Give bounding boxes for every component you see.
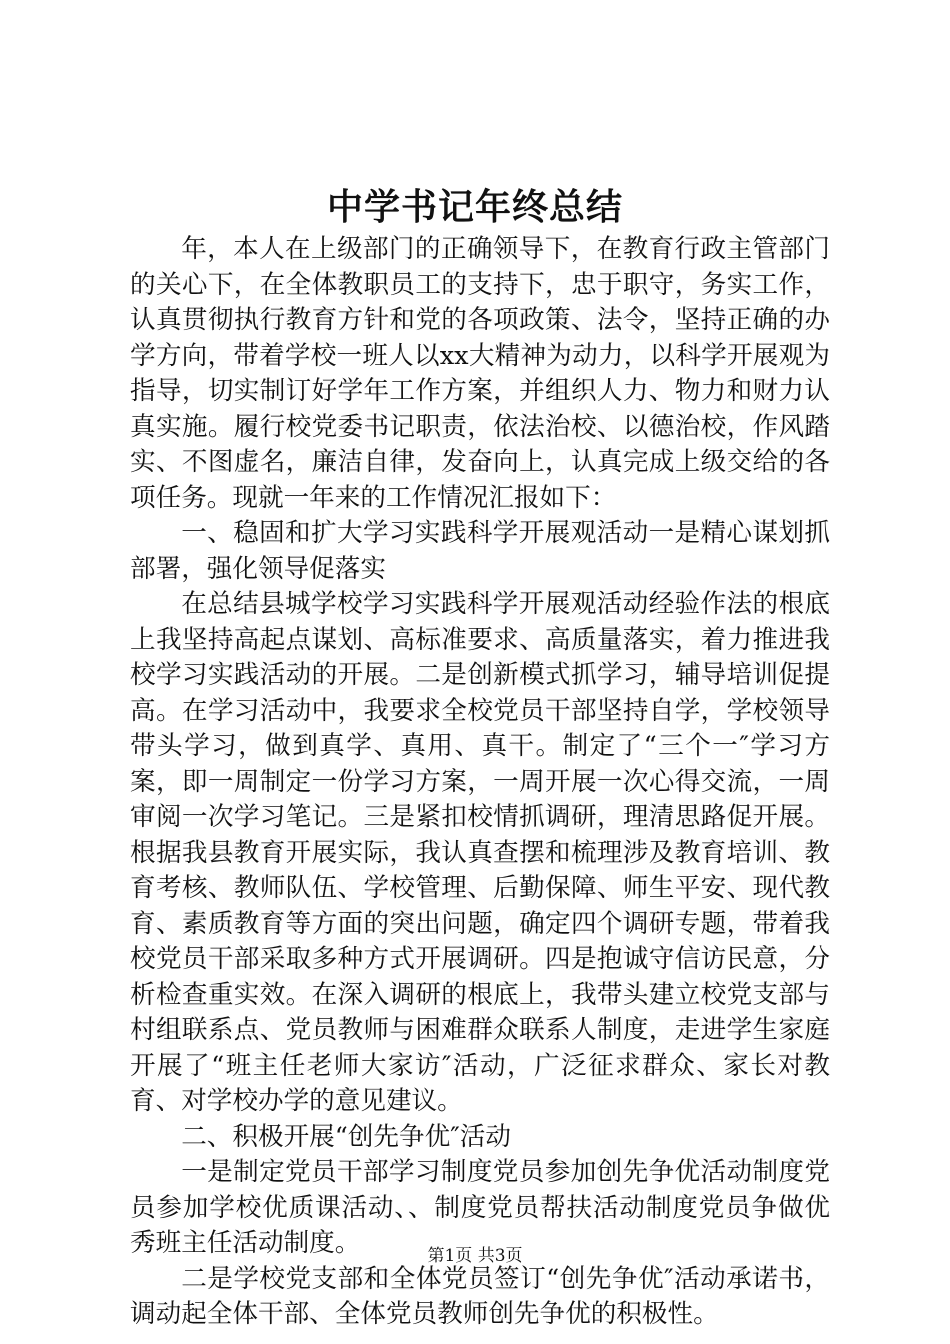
paragraph-intro: 年，本人在上级部门的正确领导下，在教育行政主管部门的关心下，在全体教职员工的支持下，忠于职守，务实工作，认真贯彻执行教育方针和党的各项政策、法令，坚持正确的办学方向，带着学校一班人以xx大精神为动力，以科学开展观为指导，切实制订好学年工作方案，并组织人力、物力和财力认真实施。履行校党委书记职责，依法治校、以德治校，作风踏实、不图虚名，廉洁自律，发奋向上，认真完成上级交给的各项任务。现就一年来的工作情况汇报如下： bbox=[130, 234, 830, 513]
section-heading-2: 二、积极开展“创先争优″活动 bbox=[181, 1121, 511, 1152]
section-heading-1: 一、稳固和扩大学习实践科学开展观活动一是精心谋划抓部署，强化领导促落实 bbox=[130, 518, 830, 584]
paragraph-section-2-item-1: 一是制定党员干部学习制度党员参加创先争优活动制度党员参加学校优质课活动、、制度党员帮扶活动制度党员争做优秀班主任活动制度。 bbox=[130, 1157, 830, 1258]
document-body bbox=[130, 232, 830, 1333]
document-title: 中学书记年终总结 bbox=[326, 186, 623, 228]
paragraph-section-2-item-2: 二是学校党支部和全体党员签订“创先争优″活动承诺书，调动起全体干部、全体党员教师创先争优的积极性。 bbox=[130, 1263, 830, 1329]
paragraph-section-1: 在总结县城学校学习实践科学开展观活动经验作法的根底上我坚持高起点谋划、高标准要求、高质量落实，着力推进我校学习实践活动的开展。二是创新模式抓学习，辅导培训促提高。在学习活动中，我要求全校党员干部坚持自学，学校领导带头学习，做到真学、真用、真干。制定了“三个一″学习方案，即一周制定一份学习方案，一周开展一次心得交流，一周审阅一次学习笔记。三是紧扣校情抓调研，理清思路促开展。根据我县教育开展实际，我认真查摆和梳理涉及教育培训、教育考核、教师队伍、学校管理、后勤保障、师生平安、现代教育、素质教育等方面的突出问题，确定四个调研专题，带着我校党员干部采取多种方式开展调研。四是抱诚守信访民意，分析检查重实效。在深入调研的根底上，我带头建立校党支部与村组联系点、党员教师与困难群众联系人制度，走进学生家庭开展了“班主任老师大家访″活动，广泛征求群众、家长对教育、对学校办学的意见建议。 bbox=[130, 589, 830, 1116]
page-footer: 第1页 共3页 bbox=[427, 1246, 523, 1266]
